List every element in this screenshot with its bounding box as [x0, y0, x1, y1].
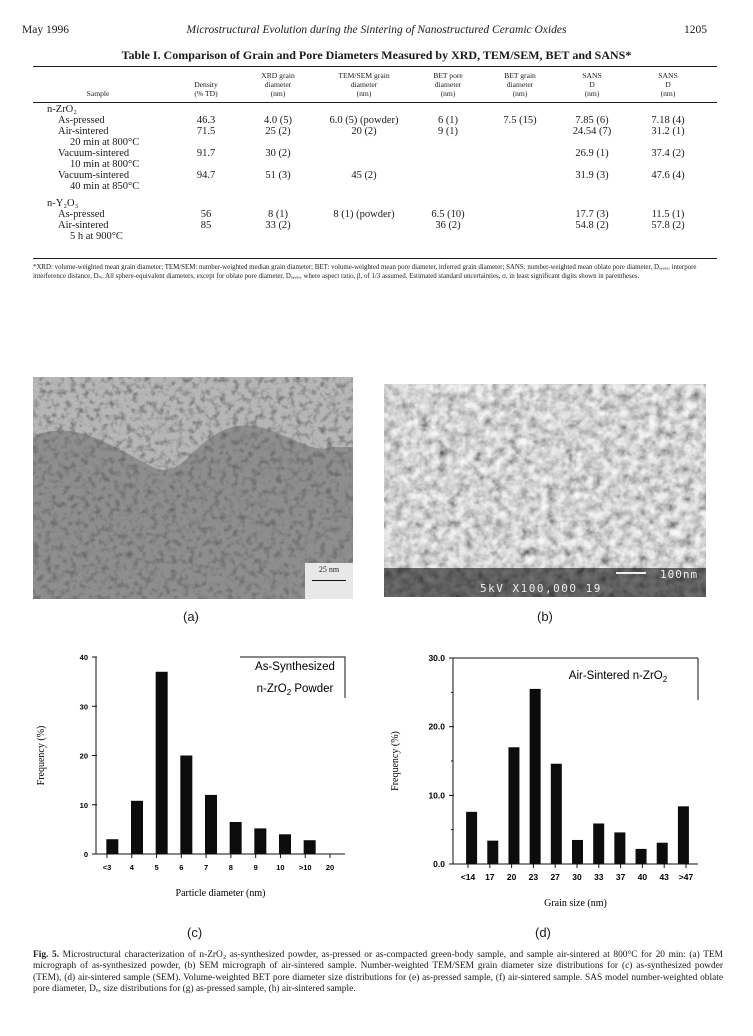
header-bet_pore-line: (nm) [440, 89, 456, 98]
tem-scale-label: 25 nm [318, 565, 340, 574]
table-cell-sans_ds: 7.18 (4) [651, 115, 685, 126]
table-group-label: n-Y₂O₃ [47, 198, 79, 209]
x-axis-label: Particle diameter (nm) [175, 888, 266, 899]
x-tick-label: 7 [204, 863, 209, 872]
x-tick-label: <14 [460, 872, 476, 882]
table-cell-tem: 20 (2) [351, 126, 377, 137]
table-cell-density: 71.5 [196, 126, 216, 137]
caption-label: Fig. 5. [33, 950, 59, 960]
bar [279, 834, 291, 854]
x-tick-label: 23 [528, 872, 539, 882]
table-cell-tem: 45 (2) [351, 170, 377, 181]
bar [156, 672, 168, 854]
x-tick-label: 27 [550, 872, 560, 882]
x-tick-label: 30 [572, 872, 582, 882]
table-cell-xrd: 33 (2) [265, 220, 291, 231]
header-sans_ds-line: (nm) [660, 89, 676, 98]
table-row-sample: Air-sintered [58, 220, 109, 231]
header-bet_grain-line: diameter [506, 80, 534, 89]
tem-scale-bar [312, 580, 346, 581]
chart-c-title: As-Synthesized [255, 661, 335, 673]
x-tick-label: 10 [276, 863, 285, 872]
header-tem-line: (nm) [356, 89, 372, 98]
y-tick-label: 40 [79, 653, 88, 662]
chart-c-title-line2: n-ZrO$_2$ Powder [256, 683, 334, 697]
table-cell-bet_pore: 9 (1) [437, 126, 459, 137]
x-tick-label: 33 [594, 872, 604, 882]
table-cell-bet_pore: 6 (1) [437, 115, 459, 126]
header-bet_pore-line: diameter [434, 80, 462, 89]
table-cell-sans_ds: 57.8 (2) [651, 220, 685, 231]
chart-c-particle-diameter [0, 640, 376, 920]
y-axis-label: Frequency (%) [390, 731, 401, 791]
y-tick-label: 10 [79, 800, 88, 810]
table-cell-density: 91.7 [196, 148, 216, 159]
bar [551, 764, 562, 864]
bar [636, 849, 647, 864]
sem-info-bar: 5kV X100,000 19 [480, 582, 602, 595]
y-tick-label: 0 [83, 850, 88, 859]
table-cell-sans_d: 54.8 (2) [575, 220, 609, 231]
x-tick-label: <3 [102, 863, 112, 872]
x-tick-label: 6 [179, 863, 184, 872]
table-cell-tem: 8 (1) (powder) [333, 209, 395, 220]
header-running-title: Microstructural Evolution during the Sintering of Nanostructured Ceramic Oxides [186, 24, 567, 36]
bar [572, 840, 583, 864]
bar [614, 832, 625, 864]
table-row-sample: Air-sintered [58, 126, 109, 137]
table-cell-xrd: 51 (3) [265, 170, 291, 181]
chart-d-grain-size [376, 640, 753, 920]
table-cell-sans_ds: 31.2 (1) [651, 126, 685, 137]
header-sample: Sample [86, 89, 110, 98]
bar [180, 756, 192, 855]
table-group-label: n-ZrO₂ [47, 104, 77, 115]
table-cell-sans_d: 31.9 (3) [575, 170, 609, 181]
panel-label-a: (a) [183, 609, 199, 624]
header-bet_grain-line: BET grain [504, 71, 536, 80]
figure-caption [33, 950, 723, 996]
header-density-line: Density [194, 80, 218, 89]
header-bet_grain-line: (nm) [512, 89, 528, 98]
table-cell-density: 94.7 [196, 170, 216, 181]
table-cell-sans_ds: 37.4 (2) [651, 148, 685, 159]
table-row-subtext: 20 min at 800°C [70, 137, 140, 148]
header-sans_d-line: D [589, 80, 595, 89]
table-row-sample: As-pressed [58, 115, 105, 126]
sem-micrograph [384, 384, 706, 597]
tem-micrograph [33, 377, 353, 599]
header-sans_ds-line: D [665, 80, 671, 89]
bar [131, 801, 143, 854]
y-tick-label: 0.0 [433, 859, 445, 869]
header-xrd-line: (nm) [270, 89, 286, 98]
x-tick-label: 40 [637, 872, 648, 882]
bar [106, 839, 118, 854]
panel-label-c: (c) [187, 925, 203, 940]
table-cell-sans_d: 7.85 (6) [575, 115, 609, 126]
x-tick-label: 17 [485, 872, 495, 882]
table-cell-density: 56 [200, 209, 212, 220]
table-cell-sans_d: 26.9 (1) [575, 148, 609, 159]
sem-scale-label: 100nm [660, 568, 699, 581]
x-tick-label: 37 [615, 872, 626, 882]
table-cell-sans_d: 24.54 (7) [572, 126, 612, 137]
table-cell-density: 46.3 [196, 115, 216, 126]
x-tick-label: 4 [129, 863, 134, 872]
bar [657, 843, 668, 864]
y-tick-label: 10.0 [428, 790, 445, 801]
x-tick-label: 20 [325, 863, 335, 872]
bar [254, 828, 266, 854]
bar [530, 689, 541, 864]
bar [593, 823, 604, 864]
y-tick-label: 30.0 [428, 653, 445, 663]
table-row-subtext: 40 min at 850°C [70, 181, 140, 192]
panel-label-d: (d) [535, 925, 551, 940]
table-row-subtext: 10 min at 800°C [70, 159, 140, 170]
header-date: May 1996 [22, 24, 69, 36]
table-cell-tem: 6.0 (5) (powder) [329, 115, 399, 126]
table-row-sample: Vacuum-sintered [58, 148, 130, 159]
header-sans_d-line: (nm) [584, 89, 600, 98]
table-cell-xrd: 4.0 (5) [264, 115, 292, 126]
table-row-subtext: 5 h at 900°C [70, 231, 123, 242]
table-cell-xrd: 30 (2) [265, 148, 291, 159]
table-cell-bet_pore: 6.5 (10) [431, 209, 465, 220]
table-cell-xrd: 25 (2) [265, 126, 291, 137]
y-axis-label: Frequency (%) [36, 725, 47, 786]
header-sans_d-line: SANS [582, 71, 602, 80]
header-xrd-line: XRD grain [261, 71, 295, 80]
bar [205, 795, 217, 854]
header-page-number: 1205 [684, 24, 707, 36]
y-tick-label: 30 [79, 702, 88, 712]
y-tick-label: 20 [79, 751, 88, 761]
table-cell-sans_ds: 47.6 (4) [651, 170, 685, 181]
table-cell-density: 85 [200, 220, 212, 231]
table-cell-sans_ds: 11.5 (1) [651, 209, 685, 220]
x-tick-label: 43 [659, 872, 669, 882]
table-cell-bet_grain: 7.5 (15) [503, 115, 537, 126]
x-tick-label: 9 [253, 863, 258, 872]
header-xrd-line: diameter [264, 80, 292, 89]
x-tick-label: >10 [298, 863, 312, 872]
table-header-rule [33, 102, 717, 103]
bar [304, 840, 316, 854]
bar [508, 747, 519, 864]
table-footnote: *XRD: volume-weighted mean grain diameter; TEM/SEM: number-weighted median grain diameter; BET: volume-weighted mean pore diameter, inferred grain diameter; SANS: number-weighted mean oblate pore diameter, Dₒ,ᵥₐᵣ, interpore interference distance, Dₛᵢ. All sphere-equivalent diameters, except for oblate pore diameter, Dₒ,ᵥₐᵣ, where aspect ratio, β, of 1/3 assumed. Estimated standard uncertainties, σ, in least significant digits shown in parentheses. [33, 264, 697, 281]
header-density-line: (% TD) [194, 89, 218, 98]
caption-text: Microstructural characterization of n-ZrO₂ as-synthesized powder, as-pressed or as-compacted green-body sample, and sample air-sintered at 800°C for 20 min: (a) TEM micrograph of as-synthesized powder, (b) SEM micrograph of air-sintered sample. Number-weighted TEM/SEM grain diameter size distributions for (c) as-synthesized powder (TEM), (d) air-sintered sample (SEM). Volume-weighted BET pore diameter size distributions for (e) as-pressed sample, (f) air-sintered sample. SAS model number-weighted oblate pore diameter, Dₒ, size distributions for (g) as-pressed sample, (h) air-sintered sample. [33, 950, 723, 995]
table-row-sample: Vacuum-sintered [58, 170, 130, 181]
header-sans_ds-line: SANS [658, 71, 678, 80]
x-tick-label: >47 [678, 872, 694, 882]
table-bottom-rule [33, 258, 717, 259]
x-tick-label: 20 [506, 872, 517, 882]
x-tick-label: 5 [154, 863, 159, 872]
y-tick-label: 20.0 [428, 721, 445, 732]
header-bet_pore-line: BET pore [433, 71, 463, 80]
chart-d-title: Air-Sintered n-ZrO$_2$ [568, 670, 668, 684]
panel-label-b: (b) [537, 609, 553, 624]
bar [466, 812, 477, 864]
header-tem-line: diameter [350, 80, 378, 89]
x-tick-label: 8 [228, 863, 233, 872]
x-axis-label: Grain size (nm) [544, 898, 607, 909]
bar [678, 806, 689, 864]
table-title: Table I. Comparison of Grain and Pore Diameters Measured by XRD, TEM/SEM, BET and SANS* [121, 48, 632, 62]
table-row-sample: As-pressed [58, 209, 105, 220]
table-cell-sans_d: 17.7 (3) [575, 209, 609, 220]
bar [230, 822, 242, 854]
bar [487, 841, 498, 864]
header-tem-line: TEM/SEM grain [338, 71, 390, 80]
table-cell-xrd: 8 (1) [267, 209, 289, 220]
table-cell-bet_pore: 36 (2) [435, 220, 461, 231]
table-top-rule [33, 66, 717, 67]
